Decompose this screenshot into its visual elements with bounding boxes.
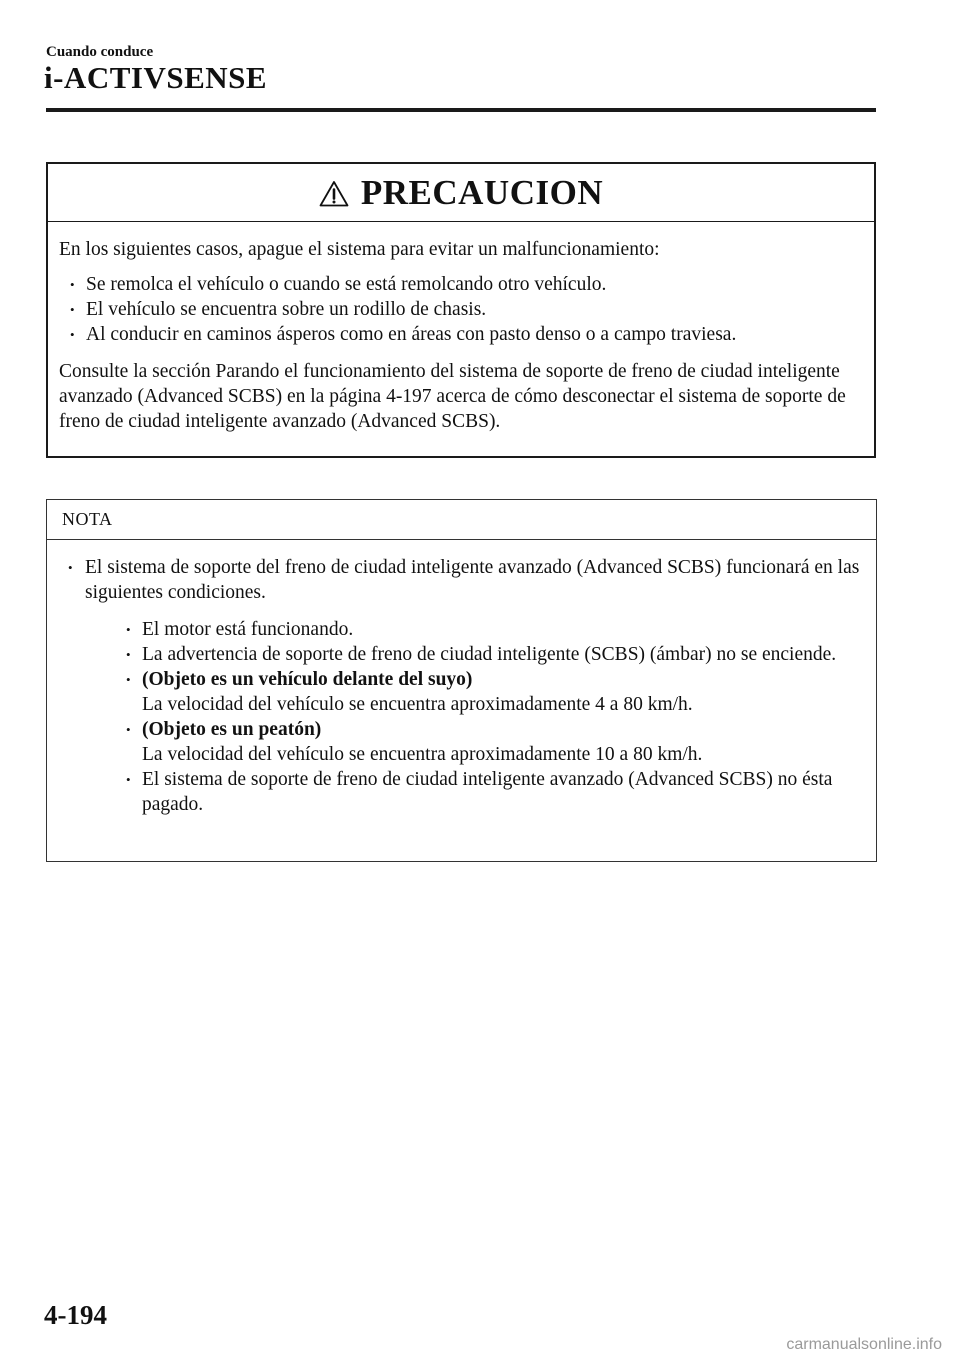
condition-text: La velocidad del vehículo se encuentra aproximadamente 4 a 80 km/h.	[142, 694, 693, 715]
caution-body	[48, 222, 874, 434]
note-body	[47, 540, 876, 817]
caution-intro: En los siguientes casos, apague el sistema para evitar un malfuncionamiento:	[59, 239, 660, 260]
caution-outro: Consulte la sección Parando el funcionamiento del sistema de soporte de freno de ciudad inteligente avanzado (Advanced SCBS) en la página 4-197 acerca de cómo desconectar el sistema de soporte de freno de ciudad inteligente avanzado (Advanced SCBS).	[59, 361, 846, 432]
list-item	[85, 717, 860, 767]
caution-list	[59, 272, 854, 347]
condition-text: La advertencia de soporte de freno de ciudad inteligente (SCBS) (ámbar) no se enciende.	[142, 644, 837, 665]
list-item	[85, 667, 860, 717]
condition-heading: • (Objeto es un vehículo delante del suyo)	[142, 669, 473, 690]
watermark-link[interactable]: carmanualsonline.info	[786, 1336, 942, 1353]
condition-text: El motor está funcionando.	[142, 619, 354, 640]
list-item	[85, 617, 860, 642]
note-main-text: El sistema de soporte del freno de ciudad inteligente avanzado (Advanced SCBS) funcionará en las siguientes condiciones.	[85, 557, 860, 603]
condition-heading: • (Objeto es un peatón)	[142, 719, 322, 740]
list-item: • Al conducir en caminos ásperos como en áreas con pasto denso o a campo traviesa.	[59, 322, 854, 347]
list-item: • El vehículo se encuentra sobre un rodillo de chasis.	[59, 297, 854, 322]
condition-text: La velocidad del vehículo se encuentra aproximadamente 10 a 80 km/h.	[142, 744, 703, 765]
warning-triangle-icon	[319, 180, 349, 207]
condition-text: El sistema de soporte de freno de ciudad inteligente avanzado (Advanced SCBS) no ésta pagado.	[142, 769, 833, 815]
caution-header	[48, 164, 874, 222]
header-rule	[46, 108, 876, 112]
section-label: Cuando conduce	[46, 44, 154, 60]
caution-box	[46, 162, 876, 458]
list-item	[85, 642, 860, 667]
note-main-item	[47, 555, 860, 817]
note-header: NOTA	[47, 500, 876, 540]
section-title: i-ACTIVSENSE	[44, 60, 268, 95]
note-box	[46, 499, 877, 862]
caution-title: PRECAUCION	[360, 172, 604, 212]
conditions-list	[85, 617, 860, 817]
list-item: • Se remolca el vehículo o cuando se está remolcando otro vehículo.	[59, 272, 854, 297]
list-item	[85, 767, 860, 817]
page-number: 4-194	[44, 1300, 107, 1330]
